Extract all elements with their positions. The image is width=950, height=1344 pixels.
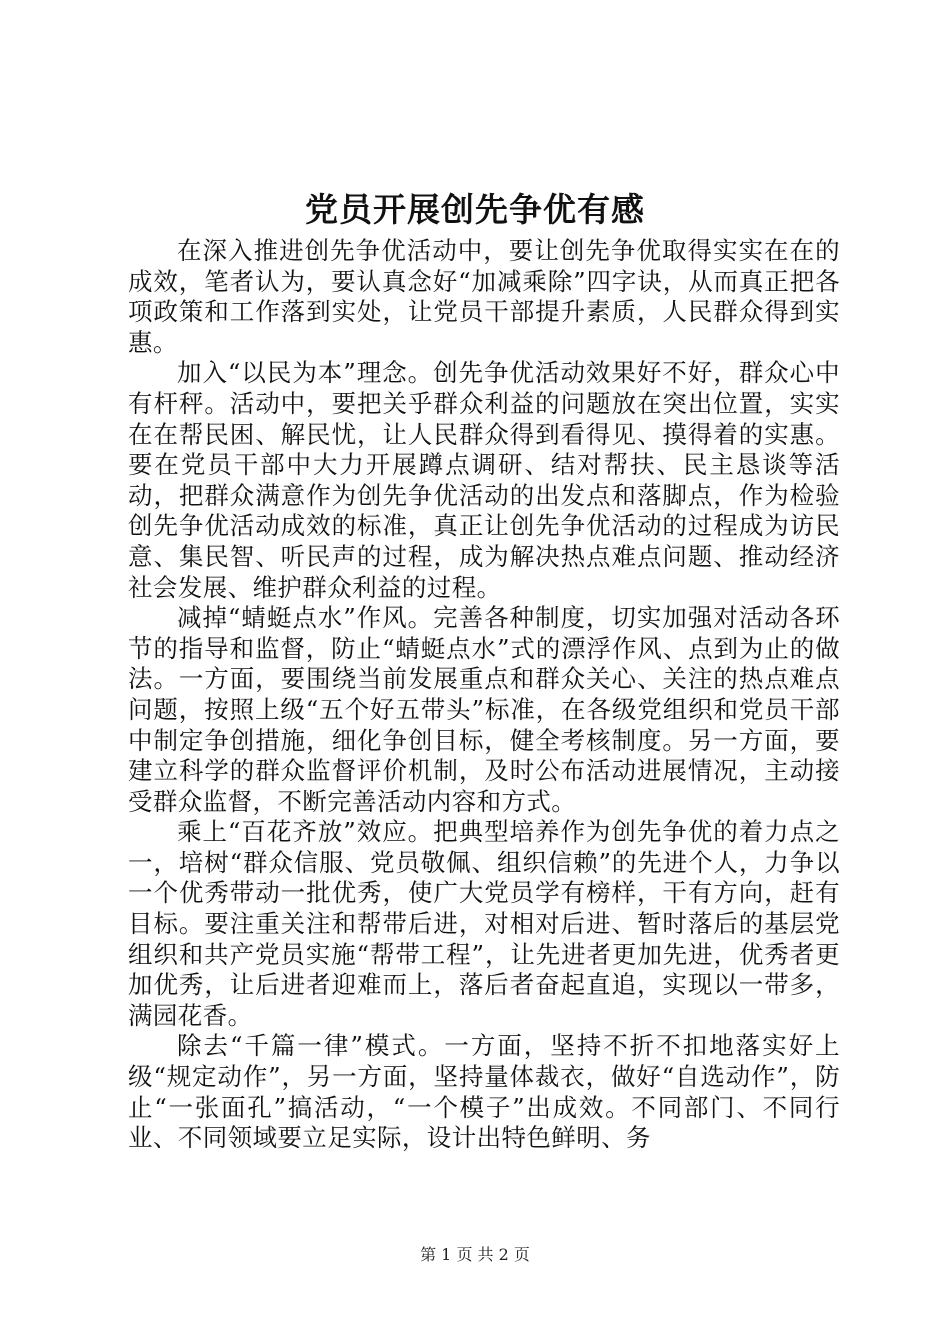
page-footer: 第 1 页 共 2 页 (420, 1245, 530, 1264)
paragraph-add: 加入“以民为本”理念。创先争优活动效果好不好，群众心中有杆秤。活动中，要把关乎群众利益的问题放在突出位置，实实在在帮民困、解民忧，让人民群众得到看得见、摸得着的实惠。要在党员干部中大力开展蹲点调研、结对帮扶、民主恳谈等活动，把群众满意作为创先争优活动的出发点和落脚点，作为检验创先争优活动成效的标准，真正让创先争优活动的过程成为访民意、集民智、听民声的过程，成为解决热点难点问题、推动经济社会发展、维护群众利益的过程。 (128, 358, 840, 602)
paragraph-multiply: 乘上“百花齐放”效应。把典型培养作为创先争优的着力点之一，培树“群众信服、党员敬佩、组织信赖”的先进个人，力争以一个优秀带动一批优秀，使广大党员学有榜样，干有方向，赶有目标。要注重关注和帮带后进，对相对后进、暂时落后的基层党组织和共产党员实施“帮带工程”，让先进者更加先进，优秀者更加优秀，让后进者迎难而上，落后者奋起直追，实现以一带多，满园花香。 (128, 817, 840, 1030)
paragraph-intro: 在深入推进创先争优活动中，要让创先争优取得实实在在的成效，笔者认为，要认真念好“加减乘除”四字诀，从而真正把各项政策和工作落到实处，让党员干部提升素质，人民群众得到实惠。 (128, 236, 840, 357)
paragraph-divide: 除去“千篇一律”模式。一方面，坚持不折不扣地落实好上级“规定动作”，另一方面，坚持量体裁衣，做好“自选动作”，防止“一张面孔”搞活动，“一个模子”出成效。不同部门、不同行业、不同领域要立足实际，设计出特色鲜明、务 (128, 1031, 840, 1153)
paragraph-subtract: 减掉“蜻蜓点水”作风。完善各种制度，切实加强对活动各环节的指导和监督，防止“蜻蜓点水”式的漂浮作风、点到为止的做法。一方面，要围绕当前发展重点和群众关心、关注的热点难点问题，按照上级“五个好五带头”标准，在各级党组织和党员干部中制定争创措施，细化争创目标，健全考核制度。另一方面，要建立科学的群众监督评价机制，及时公布活动进展情况，主动接受群众监督，不断完善活动内容和方式。 (128, 603, 840, 816)
document-title: 党员开展创先争优有感 (305, 190, 645, 229)
document-body (128, 236, 840, 1154)
